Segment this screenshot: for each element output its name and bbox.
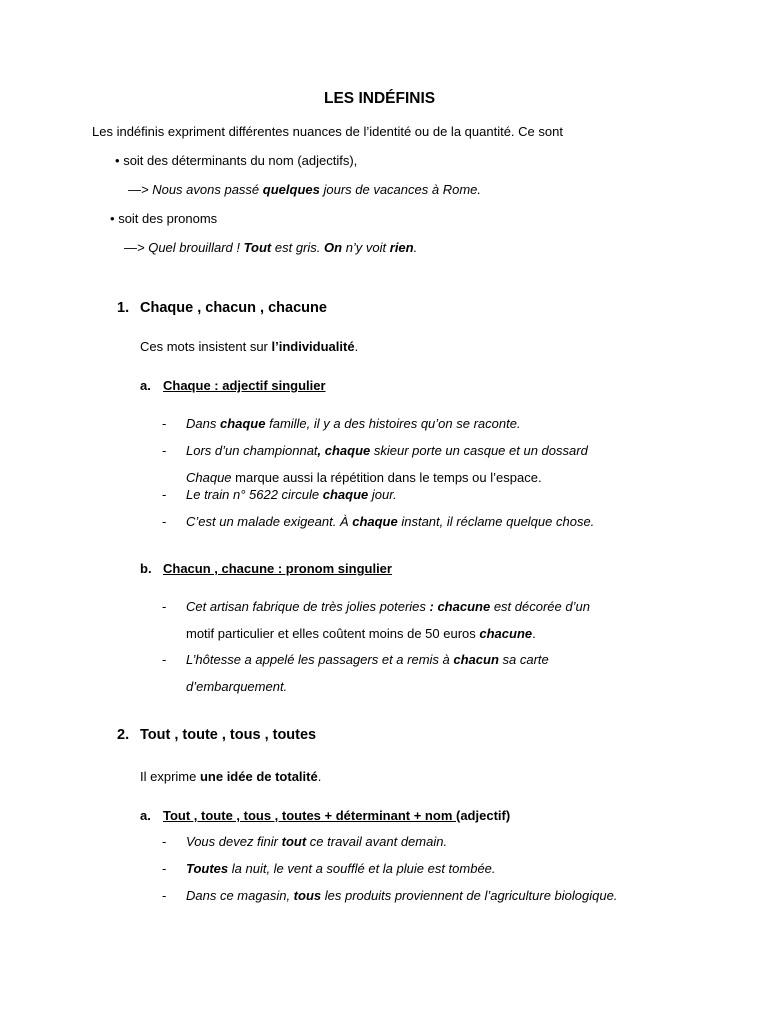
section-2-lead: Il exprime une idée de totalité. (140, 769, 322, 784)
section-1-lead: Ces mots insistent sur l’individualité. (140, 339, 359, 354)
list-dash: - (162, 834, 167, 849)
list-dash: - (162, 861, 167, 876)
section-1a-letter: a. (140, 378, 151, 393)
section-1-number: 1. (117, 300, 130, 316)
intro-bullet-2 (110, 211, 217, 227)
bullet-text: soit des pronoms (118, 211, 218, 226)
section-2a-letter: a. (140, 808, 151, 823)
example-1b-2-line-1: L’hôtesse a appelé les passagers et a remis à chacun sa carte (186, 652, 549, 667)
section-1b-letter: b. (140, 561, 152, 576)
list-dash: - (162, 888, 167, 903)
example-1b-1-line-2: motif particulier et elles coûtent moins de 50 euros chacune. (186, 626, 536, 641)
example-2a-1: Vous devez finir tout ce travail avant demain. (186, 834, 448, 849)
page-title: LES INDÉFINIS (324, 90, 436, 107)
intro-text: Les indéfinis expriment différentes nuances de l’identité ou de la quantité. Ce sont (92, 124, 563, 139)
example-1a-4: C’est un malade exigeant. À chaque instant, il réclame quelque chose. (186, 514, 595, 529)
bullet-icon: • (110, 211, 115, 226)
example-1b-2-line-2: d’embarquement. (186, 679, 288, 694)
bullet-text: soit des déterminants du nom (adjectifs), (123, 153, 358, 168)
section-2-number: 2. (117, 727, 130, 743)
note-1a: Chaque marque aussi la répétition dans le temps ou l’espace. (186, 470, 542, 485)
list-dash: - (162, 514, 167, 529)
list-dash: - (162, 487, 167, 502)
example-2a-3: Dans ce magasin, tous les produits proviennent de l’agriculture biologique. (186, 888, 618, 903)
section-1a-heading: Chaque : adjectif singulier (163, 378, 326, 393)
list-dash: - (162, 599, 167, 614)
section-2-heading: Tout , toute , tous , toutes (140, 727, 317, 743)
intro-example-1: —> Nous avons passé quelques jours de vacances à Rome. (128, 182, 481, 197)
intro-bullet-1 (115, 153, 357, 169)
example-2a-2: Toutes la nuit, le vent a soufflé et la pluie est tombée. (186, 861, 496, 876)
example-1b-1-line-1: Cet artisan fabrique de très jolies poteries : chacune est décorée d’un (186, 599, 590, 614)
example-1a-2: Lors d’un championnat, chaque skieur porte un casque et un dossard (186, 443, 588, 458)
intro-example-2: —> Quel brouillard ! Tout est gris. On n’y voit rien. (124, 240, 418, 255)
list-dash: - (162, 443, 167, 458)
section-1-heading: Chaque , chacun , chacune (140, 300, 327, 316)
list-dash: - (162, 652, 167, 667)
section-2a-heading: Tout , toute , tous , toutes + déterminant + nom (adjectif) (163, 808, 511, 823)
example-1a-3: Le train n° 5622 circule chaque jour. (186, 487, 397, 502)
list-dash: - (162, 416, 167, 431)
bullet-icon: • (115, 153, 120, 168)
example-1a-1: Dans chaque famille, il y a des histoires qu’on se raconte. (186, 416, 521, 431)
section-1b-heading: Chacun , chacune : pronom singulier (163, 561, 392, 576)
